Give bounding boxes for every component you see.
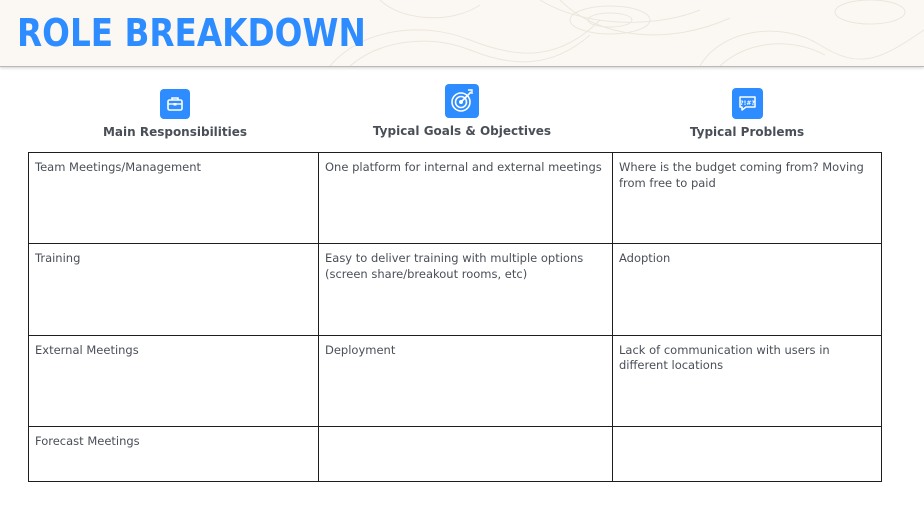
table-row: [29, 244, 882, 335]
table-cell: Easy to deliver training with multiple options (screen share/breakout rooms, etc): [319, 244, 613, 335]
table-cell: Adoption: [613, 244, 882, 335]
column-label: Typical Problems: [689, 125, 805, 139]
chat-bubble-icon: [732, 88, 763, 119]
table-cell: Where is the budget coming from? Moving from free to paid: [613, 153, 882, 244]
svg-text:?!#?: ?!#?: [739, 100, 755, 107]
role-breakdown-table: [28, 152, 882, 482]
slide-header: [0, 0, 924, 67]
column-label: Typical Goals & Objectives: [372, 124, 552, 138]
table-cell: [319, 426, 613, 481]
column-header-goals: [342, 84, 582, 138]
column-header-problems: [627, 88, 867, 139]
table-row: [29, 153, 882, 244]
table-cell: Deployment: [319, 335, 613, 426]
table-cell: External Meetings: [29, 335, 319, 426]
target-icon: [445, 84, 479, 118]
briefcase-icon: [160, 89, 190, 119]
table-cell: Forecast Meetings: [29, 426, 319, 481]
table-cell: Lack of communication with users in different locations: [613, 335, 882, 426]
column-label: Main Responsibilities: [102, 125, 248, 139]
table-cell: One platform for internal and external meetings: [319, 153, 613, 244]
table-cell: Team Meetings/Management: [29, 153, 319, 244]
page-title: ROLE BREAKDOWN: [17, 11, 366, 55]
table-row: [29, 426, 882, 481]
table-cell: [613, 426, 882, 481]
column-header-responsibilities: [55, 89, 295, 139]
table-cell: Training: [29, 244, 319, 335]
table-row: [29, 335, 882, 426]
